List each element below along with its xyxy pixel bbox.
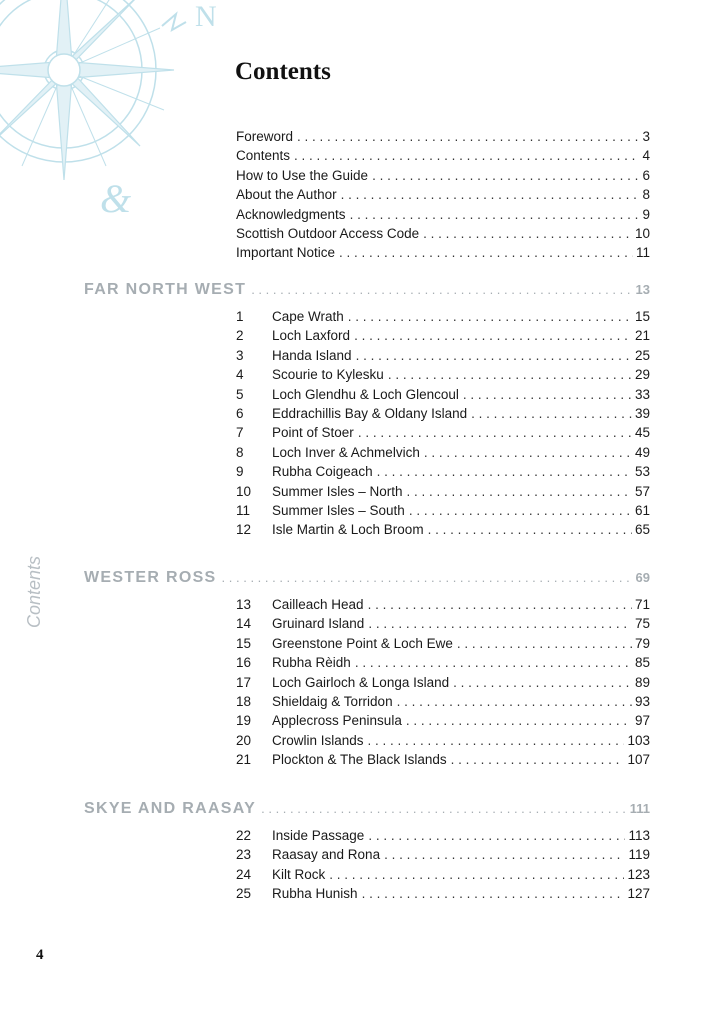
side-running-label: Contents: [24, 555, 44, 628]
section-heading[interactable]: [84, 800, 650, 822]
toc-entry-page: 71: [634, 597, 650, 612]
toc-entry-page: 29: [634, 367, 650, 383]
dot-leader: [368, 595, 632, 614]
dot-leader: [358, 423, 632, 442]
toc-entry-page: 21: [634, 328, 650, 344]
dot-leader: [222, 570, 633, 585]
toc-entry-page: 9: [642, 206, 650, 222]
dot-leader: [339, 243, 633, 262]
dot-leader: [354, 326, 632, 345]
toc-entry-page: 65: [634, 522, 650, 538]
toc-entry-number: 12: [236, 522, 252, 538]
toc-entry-page: 3: [642, 129, 650, 144]
toc-entry[interactable]: [236, 166, 650, 185]
toc-entry-number: 4: [236, 367, 244, 383]
section-title: WESTER ROSS: [84, 569, 217, 586]
section-page: 13: [635, 282, 650, 297]
toc-entry-page: 97: [634, 713, 650, 729]
toc-entry-number: 10: [236, 483, 252, 499]
dot-leader: [368, 826, 625, 845]
dot-leader: [397, 692, 632, 711]
toc-entry-number: 24: [236, 866, 252, 882]
toc-entry-number: 3: [236, 347, 244, 363]
toc-entry-number: 9: [236, 464, 244, 480]
toc-entry-label: Rubha Hunish: [272, 886, 358, 902]
ampersand-ornament-icon: &: [100, 176, 132, 221]
toc-entry-label: Summer Isles – North: [272, 483, 403, 499]
toc-entry-label: Shieldaig & Torridon: [272, 694, 393, 709]
toc-entry-label: Applecross Peninsula: [272, 713, 402, 729]
toc-entry-page: 127: [627, 886, 650, 902]
toc-entry-label: Important Notice: [236, 245, 336, 261]
page-number: 4: [36, 947, 44, 963]
toc-entry-number: 19: [236, 713, 252, 729]
toc-entry-label: Summer Isles – South: [272, 503, 405, 518]
dot-leader: [384, 845, 625, 864]
dot-leader: [341, 185, 640, 204]
toc-entry[interactable]: [236, 826, 650, 845]
toc-entry-label: Cape Wrath: [272, 309, 344, 324]
toc-entry-label: Loch Gairloch & Longa Island: [272, 674, 450, 690]
toc-entry-page: 39: [634, 406, 650, 421]
toc-entry-number: 11: [236, 503, 251, 518]
dot-leader: [423, 224, 632, 243]
toc-entry-number: 22: [236, 828, 252, 843]
dot-leader: [329, 865, 624, 884]
dot-leader: [297, 127, 639, 146]
dot-leader: [457, 634, 632, 653]
toc-entry[interactable]: [236, 185, 650, 204]
dot-leader: [251, 282, 632, 297]
toc-entry-label: Acknowledgments: [236, 206, 346, 222]
toc-entry-page: 8: [642, 187, 650, 203]
toc-entry[interactable]: [236, 423, 650, 442]
toc-entry[interactable]: [236, 365, 650, 384]
toc-entry-label: Eddrachillis Bay & Oldany Island: [272, 406, 468, 421]
dot-leader: [451, 750, 625, 769]
dot-leader: [471, 404, 632, 423]
toc-entry-page: 79: [634, 635, 650, 651]
dot-leader: [424, 443, 632, 462]
toc-entry-page: 15: [634, 309, 650, 324]
toc-entry-page: 45: [634, 425, 650, 441]
toc-entry-page: 10: [634, 226, 650, 241]
page-title: Contents: [235, 58, 331, 85]
toc-entry-label: Kilt Rock: [272, 866, 326, 882]
dot-leader: [294, 146, 639, 165]
toc-entry[interactable]: [236, 205, 650, 224]
toc-entry[interactable]: [236, 501, 650, 520]
dot-leader: [388, 365, 632, 384]
toc-entry-label: Isle Martin & Loch Broom: [272, 522, 424, 538]
toc-entry-number: 20: [236, 732, 252, 748]
toc-entry-number: 16: [236, 655, 252, 671]
toc-entry[interactable]: [236, 884, 650, 903]
toc-entry[interactable]: [236, 404, 650, 423]
toc-entry-number: 7: [236, 425, 244, 441]
toc-entry-label: Greenstone Point & Loch Ewe: [272, 635, 453, 651]
toc-entry-label: Point of Stoer: [272, 425, 354, 441]
toc-entry-label: Cailleach Head: [272, 597, 364, 612]
toc-entry-page: 107: [627, 752, 650, 768]
toc-entry-label: Handa Island: [272, 347, 352, 363]
dot-leader: [409, 501, 632, 520]
toc-entry[interactable]: [236, 127, 650, 146]
toc-entry[interactable]: [236, 146, 650, 165]
toc-entry-page: 57: [634, 483, 650, 499]
toc-entry-label: Inside Passage: [272, 828, 365, 843]
dot-leader: [377, 462, 632, 481]
toc-entry[interactable]: [236, 845, 650, 864]
dot-leader: [463, 385, 632, 404]
toc-entry-label: Rubha Coigeach: [272, 464, 373, 480]
toc-entry-label: Crowlin Islands: [272, 732, 364, 748]
toc-entry-page: 85: [634, 655, 650, 671]
toc-entry[interactable]: [236, 307, 650, 326]
toc-entry-page: 119: [628, 847, 650, 863]
toc-entry-label: About the Author: [236, 187, 337, 203]
toc-entry-number: 23: [236, 847, 252, 863]
toc-entry-label: Scourie to Kylesku: [272, 367, 384, 383]
dot-leader: [406, 711, 632, 730]
toc-entry-page: 103: [627, 732, 650, 748]
toc-entry-page: 75: [634, 616, 650, 632]
toc-entry-number: 13: [236, 597, 252, 612]
toc-entry[interactable]: [236, 243, 650, 262]
toc-entry[interactable]: [236, 326, 650, 345]
dot-leader: [356, 346, 632, 365]
toc-entry-number: 25: [236, 886, 252, 902]
toc-entry[interactable]: [236, 482, 650, 501]
toc-entry-number: 5: [236, 386, 244, 402]
toc-entry-label: Rubha Rèidh: [272, 655, 351, 671]
toc-entry-number: 15: [236, 635, 252, 651]
toc-entry[interactable]: [236, 865, 650, 884]
toc-entry-number: 14: [236, 616, 252, 632]
section-page: 111: [629, 801, 650, 816]
toc-entry[interactable]: [236, 711, 650, 730]
toc-entry-page: 33: [634, 386, 650, 402]
toc-entry-number: 8: [236, 444, 244, 460]
toc-entry[interactable]: [236, 750, 650, 769]
toc-entry-page: 4: [642, 148, 650, 164]
toc-entry[interactable]: [236, 653, 650, 672]
toc-entry[interactable]: [236, 462, 650, 481]
toc-entry-label: Plockton & The Black Islands: [272, 752, 447, 768]
toc-entry[interactable]: [236, 385, 650, 404]
toc-entry-label: Loch Glendhu & Loch Glencoul: [272, 386, 459, 402]
dot-leader: [368, 731, 625, 750]
section-title: FAR NORTH WEST: [84, 281, 247, 298]
toc-entry-label: Loch Inver & Achmelvich: [272, 444, 420, 460]
toc-entry-label: Raasay and Rona: [272, 847, 381, 863]
toc-entry-page: 123: [627, 866, 650, 882]
compass-rose-icon: [0, 0, 230, 230]
dot-leader: [372, 166, 639, 185]
section-heading[interactable]: [84, 281, 650, 303]
toc-entry-number: 2: [236, 328, 244, 344]
toc-entry[interactable]: [236, 520, 650, 539]
toc-entry-label: Scottish Outdoor Access Code: [236, 226, 420, 241]
dot-leader: [407, 482, 632, 501]
dot-leader: [368, 614, 632, 633]
dot-leader: [428, 520, 632, 539]
toc-entry-label: Loch Laxford: [272, 328, 351, 344]
toc-entry-label: How to Use the Guide: [236, 167, 369, 183]
dot-leader: [348, 307, 632, 326]
toc-entry-page: 61: [634, 503, 650, 518]
toc-entry[interactable]: [236, 595, 650, 614]
dot-leader: [350, 205, 640, 224]
toc-entry-number: 18: [236, 694, 252, 709]
toc-entry[interactable]: [236, 224, 650, 243]
toc-entry-number: 6: [236, 406, 244, 421]
toc-entry-page: 49: [634, 444, 650, 460]
dot-leader: [261, 801, 627, 816]
toc-entry-page: 89: [634, 674, 650, 690]
dot-leader: [355, 653, 632, 672]
toc-entry[interactable]: [236, 346, 650, 365]
toc-entry[interactable]: [236, 634, 650, 653]
toc-entry-number: 21: [236, 752, 252, 768]
toc-entry-page: 113: [628, 828, 650, 843]
compass-n-mark: N: [195, 0, 217, 33]
toc-entry-label: Contents: [236, 148, 291, 164]
dot-leader: [362, 884, 625, 903]
dot-leader: [453, 673, 632, 692]
section-page: 69: [635, 570, 650, 585]
toc-entry-page: 11: [635, 245, 650, 261]
toc-entry[interactable]: [236, 443, 650, 462]
toc-entry-number: 1: [236, 309, 244, 324]
toc-entry-page: 6: [642, 167, 650, 183]
toc-entry-label: Foreword: [236, 129, 294, 144]
section-title: SKYE AND RAASAY: [84, 800, 257, 817]
toc-entry-number: 17: [236, 674, 252, 690]
section-heading[interactable]: [84, 569, 650, 591]
toc-entry[interactable]: [236, 614, 650, 633]
toc-entry-page: 93: [634, 694, 650, 709]
toc-entry-page: 53: [634, 464, 650, 480]
toc-entry-label: Gruinard Island: [272, 616, 365, 632]
toc-entry-page: 25: [634, 347, 650, 363]
toc-entry[interactable]: [236, 731, 650, 750]
toc-entry[interactable]: [236, 692, 650, 711]
toc-entry[interactable]: [236, 673, 650, 692]
